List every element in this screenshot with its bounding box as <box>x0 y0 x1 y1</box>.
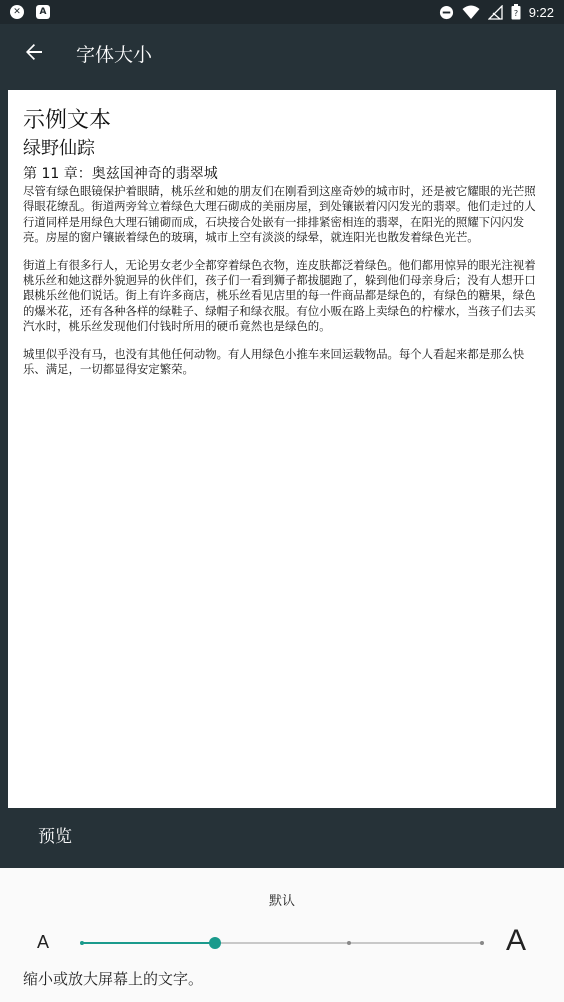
font-size-panel <box>0 868 564 1002</box>
app-bar <box>0 24 564 80</box>
signal-icon <box>488 5 503 20</box>
font-size-slider[interactable] <box>82 934 482 954</box>
battery-icon <box>511 4 521 20</box>
font-size-hint: 缩小或放大屏幕上的文字。 <box>23 970 204 988</box>
preview-paragraph: 尽管有绿色眼镜保护着眼睛，桃乐丝和她的朋友们在刚看到这座奇妙的城市时，还是被它耀眼的光芒照得眼花缭乱。街道两旁耸立着绿色大理石砌成的美丽房屋，到处镶嵌着闪闪发光的翡翠。他们走过的人行道同样是用绿色大理石铺砌而成，石块接合处嵌有一排排紧密相连的翡翠，在阳光的照耀下闪闪发亮。房屋的窗户镶嵌着绿色的玻璃，城市上空有淡淡的绿晕，就连阳光也散发着绿色光芒。 <box>23 184 536 245</box>
preview-paragraph: 城里似乎没有马，也没有其他任何动物。有人用绿色小推车来回运载物品。每个人看起来都是那么快乐、满足，一切都显得安定繁荣。 <box>23 346 525 377</box>
page-title: 字体大小 <box>76 44 153 66</box>
shield-icon: ✕ <box>10 5 24 19</box>
smaller-text-icon: A <box>37 932 50 952</box>
preview-label: 预览 <box>38 827 72 847</box>
back-button[interactable] <box>14 36 54 68</box>
slider-thumb[interactable] <box>209 937 221 949</box>
preview-heading-medium: 绿野仙踪 <box>23 138 95 159</box>
preview-heading-large: 示例文本 <box>23 108 112 133</box>
a-letter-icon: A <box>36 5 50 19</box>
slider-tick[interactable] <box>80 941 84 945</box>
wifi-icon <box>462 5 480 20</box>
preview-chapter-title: 第 11 章：奥兹国神奇的翡翠城 <box>23 166 218 182</box>
status-bar <box>0 0 564 24</box>
preview-paragraph: 街道上有很多行人，无论男女老少全都穿着绿色衣物，连皮肤都泛着绿色。他们都用惊异的眼光注视着桃乐丝和她这群外貌迥异的伙伴们，孩子们一看到狮子都拔腿跑了，躲到他们母亲身后；没有人想开口跟桃乐丝他们说话。街上有许多商店，桃乐丝看见店里的每一件商品都是绿色的，有绿色的糖果，绿色的爆米花，还有各种各样的绿鞋子、绿帽子和绿衣服。有位小贩在路上卖绿色的柠檬水，当孩子们去买汽水时，桃乐丝发现他们付钱时所用的硬币竟然也是绿色的。 <box>23 257 536 334</box>
slider-tick[interactable] <box>347 941 351 945</box>
preview-card <box>8 90 556 808</box>
slider-track-fill <box>82 942 215 944</box>
svg-text:?: ? <box>513 9 518 18</box>
current-size-label: 默认 <box>268 894 295 909</box>
do-not-disturb-icon <box>439 5 454 20</box>
larger-text-icon: A <box>506 924 527 957</box>
status-time: 9:22 <box>528 4 554 20</box>
arrow-back-icon <box>25 43 43 61</box>
slider-tick[interactable] <box>480 941 484 945</box>
